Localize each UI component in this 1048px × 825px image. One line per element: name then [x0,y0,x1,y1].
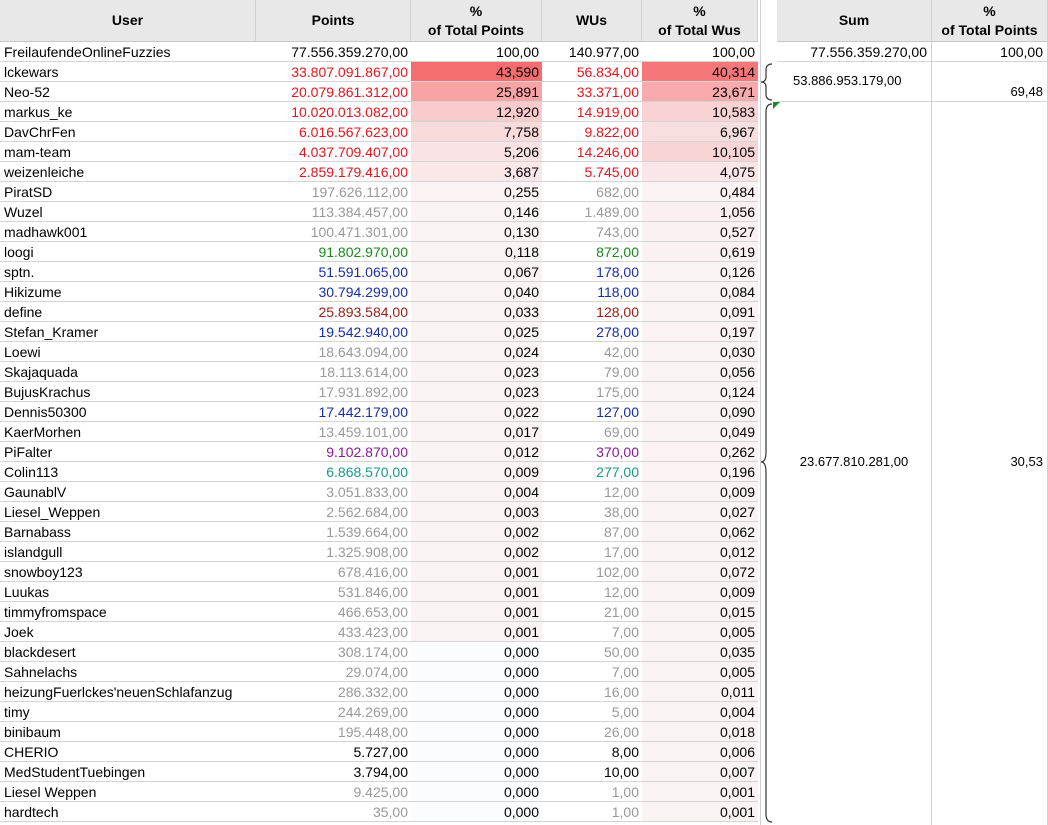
table-row [0,722,760,742]
cell-points[interactable]: 30.794.299,00 [256,282,411,302]
cell-pct-wus[interactable]: 0,072 [642,562,758,582]
cell-points[interactable]: 29.074,00 [256,662,411,682]
cell-points[interactable]: 3.794,00 [256,762,411,782]
table-row [0,302,760,322]
cell-points[interactable]: 100.471.301,00 [256,222,411,242]
cell-pct-wus[interactable]: 0,035 [642,642,758,662]
cell-points[interactable]: 17.442.179,00 [256,402,411,422]
cell-user[interactable]: loogi [0,242,256,262]
table-row [0,782,760,802]
cell-points[interactable]: 6.016.567.623,00 [256,122,411,142]
cell-points[interactable]: 113.384.457,00 [256,202,411,222]
cell-points[interactable]: 2.562.684,00 [256,502,411,522]
cell-user[interactable]: snowboy123 [0,562,256,582]
cell-pct-points[interactable]: 0,118 [411,242,542,262]
cell-pct-points[interactable]: 0,000 [411,762,542,782]
cell-pct-wus[interactable]: 0,196 [642,462,758,482]
cell-pct-wus[interactable]: 0,004 [642,702,758,722]
cell-wus[interactable]: 87,00 [542,522,642,542]
cell-points[interactable]: 531.846,00 [256,582,411,602]
table-row [0,602,760,622]
header-points[interactable] [256,0,411,42]
header-pct-points-line2: of Total Points [427,21,525,38]
cell-pct-wus[interactable]: 0,049 [642,422,758,442]
table-row [0,562,760,582]
cell-pct-points[interactable]: 0,004 [411,482,542,502]
summary-group2-sum-cell[interactable] [777,102,932,825]
cell-user[interactable]: Loewi [0,342,256,362]
cell-pct-points[interactable]: 0,022 [411,402,542,422]
cell-pct-points[interactable]: 100,00 [411,42,542,62]
header-sum-pct-line2: of Total Points [941,21,1038,38]
cell-user[interactable]: heizungFuerlckes'neuenSchlafanzug [0,682,256,702]
cell-user[interactable]: Sahnelachs [0,662,256,682]
cell-pct-points[interactable]: 25,891 [411,82,542,102]
cell-wus[interactable]: 682,00 [542,182,642,202]
cell-user[interactable]: DavChrFen [0,122,256,142]
cell-pct-points[interactable]: 0,000 [411,642,542,662]
cell-pct-points[interactable]: 0,067 [411,262,542,282]
cell-wus[interactable]: 140.977,00 [542,42,642,62]
cell-pct-points[interactable]: 0,001 [411,602,542,622]
cell-pct-wus[interactable]: 10,583 [642,102,758,122]
cell-pct-wus[interactable]: 0,124 [642,382,758,402]
cell-comment-marker-icon [773,102,781,110]
cell-wus[interactable]: 56.834,00 [542,62,642,82]
table-row [0,542,760,562]
cell-pct-points[interactable]: 0,000 [411,662,542,682]
cell-pct-wus[interactable]: 0,009 [642,582,758,602]
cell-pct-wus[interactable]: 1,056 [642,202,758,222]
cell-points[interactable]: 5.727,00 [256,742,411,762]
cell-wus[interactable]: 7,00 [542,662,642,682]
summary-group2-sum: 23.677.810.281,00 [799,454,909,469]
cell-user[interactable]: blackdesert [0,642,256,662]
summary-group1-pct: 69,48 [1010,84,1043,99]
summary-group1-pct-cell[interactable] [932,62,1048,102]
cell-pct-points[interactable]: 0,000 [411,802,542,822]
cell-user[interactable]: BujusKrachus [0,382,256,402]
cell-pct-wus[interactable]: 0,484 [642,182,758,202]
cell-user[interactable]: Liesel_Weppen [0,502,256,522]
header-sum[interactable] [777,0,932,42]
cell-user[interactable]: PiratSD [0,182,256,202]
summary-group2-pct: 30,53 [1010,454,1043,469]
cell-wus[interactable]: 178,00 [542,262,642,282]
cell-user[interactable]: timmyfromspace [0,602,256,622]
cell-wus[interactable]: 69,00 [542,422,642,442]
summary-total-pct-cell[interactable] [932,42,1048,62]
cell-pct-wus[interactable]: 40,314 [642,62,758,82]
cell-wus[interactable]: 118,00 [542,282,642,302]
cell-pct-points[interactable]: 0,001 [411,582,542,602]
cell-pct-wus[interactable]: 0,001 [642,782,758,802]
table-row [0,102,760,122]
cell-user[interactable]: madhawk001 [0,222,256,242]
cell-user[interactable]: Hikizume [0,282,256,302]
cell-pct-points[interactable]: 0,000 [411,722,542,742]
cell-pct-wus[interactable]: 0,009 [642,482,758,502]
cell-points[interactable]: 466.653,00 [256,602,411,622]
table-row [0,122,760,142]
cell-pct-points[interactable]: 0,033 [411,302,542,322]
header-pct-wus-line1: % [693,2,706,19]
table-row [0,182,760,202]
cell-wus[interactable]: 79,00 [542,362,642,382]
cell-pct-wus[interactable]: 0,091 [642,302,758,322]
cell-pct-points[interactable]: 0,003 [411,502,542,522]
header-sum-label: Sum [838,12,870,28]
table-row [0,422,760,442]
cell-points[interactable]: 25.893.584,00 [256,302,411,322]
table-row [0,82,760,102]
cell-wus[interactable]: 26,00 [542,722,642,742]
table-row [0,442,760,462]
cell-wus[interactable]: 1,00 [542,802,642,822]
table-row [0,622,760,642]
cell-user[interactable]: Skajaquada [0,362,256,382]
cell-pct-wus[interactable]: 0,005 [642,622,758,642]
header-pct-points[interactable] [411,0,542,42]
cell-user[interactable]: weizenleiche [0,162,256,182]
cell-wus[interactable]: 102,00 [542,562,642,582]
cell-pct-wus[interactable]: 0,090 [642,402,758,422]
table-row [0,262,760,282]
cell-pct-points[interactable]: 0,130 [411,222,542,242]
cell-points[interactable]: 2.859.179.416,00 [256,162,411,182]
header-wus[interactable] [542,0,642,42]
cell-user[interactable]: markus_ke [0,102,256,122]
cell-points[interactable]: 244.269,00 [256,702,411,722]
cell-points[interactable]: 195.448,00 [256,722,411,742]
table-row [0,382,760,402]
cell-user[interactable]: islandgull [0,542,256,562]
cell-wus[interactable]: 38,00 [542,502,642,522]
header-pct-points-line1: % [469,2,483,19]
cell-pct-wus[interactable]: 0,005 [642,662,758,682]
cell-pct-wus[interactable]: 0,084 [642,282,758,302]
cell-wus[interactable]: 12,00 [542,582,642,602]
table-row [0,202,760,222]
cell-pct-points[interactable]: 0,040 [411,282,542,302]
cell-wus[interactable]: 743,00 [542,222,642,242]
cell-wus[interactable]: 872,00 [542,242,642,262]
cell-user[interactable]: Neo-52 [0,82,256,102]
header-sum-pct-line1: % [983,2,996,19]
table-row [0,282,760,302]
summary-total-sum-cell[interactable] [777,42,932,62]
table-row [0,322,760,342]
cell-points[interactable]: 18.643.094,00 [256,342,411,362]
table-row [0,462,760,482]
table-row [0,402,760,422]
cell-pct-wus[interactable]: 10,105 [642,142,758,162]
cell-user[interactable]: binibaum [0,722,256,742]
cell-pct-wus[interactable]: 0,007 [642,762,758,782]
cell-points[interactable]: 678.416,00 [256,562,411,582]
cell-pct-wus[interactable]: 0,030 [642,342,758,362]
cell-pct-wus[interactable]: 0,011 [642,682,758,702]
cell-pct-points[interactable]: 0,255 [411,182,542,202]
table-row [0,742,760,762]
cell-user[interactable]: Stefan_Kramer [0,322,256,342]
cell-pct-points[interactable]: 0,009 [411,462,542,482]
header-wus-label: WUs [575,12,608,28]
cell-pct-points[interactable]: 0,001 [411,562,542,582]
cell-wus[interactable]: 127,00 [542,402,642,422]
table-row [0,142,760,162]
cell-user[interactable]: timy [0,702,256,722]
cell-pct-wus[interactable]: 0,056 [642,362,758,382]
cell-wus[interactable]: 128,00 [542,302,642,322]
table-row [0,642,760,662]
cell-points[interactable]: 10.020.013.082,00 [256,102,411,122]
curly-brace-group1-icon [758,62,778,102]
table-row [0,682,760,702]
header-pct-wus[interactable] [642,0,758,42]
cell-wus[interactable]: 175,00 [542,382,642,402]
table-row [0,502,760,522]
summary-group2-pct-cell[interactable] [932,102,1048,825]
cell-points[interactable]: 33.807.091.867,00 [256,62,411,82]
cell-pct-wus[interactable]: 4,075 [642,162,758,182]
header-sum-pct[interactable] [932,0,1048,42]
table-row [0,582,760,602]
cell-pct-points[interactable]: 0,024 [411,342,542,362]
cell-wus[interactable]: 17,00 [542,542,642,562]
cell-user[interactable]: Colin113 [0,462,256,482]
cell-wus[interactable]: 1.489,00 [542,202,642,222]
summary-total-sum: 77.556.359.270,00 [810,44,927,60]
cell-user[interactable]: lckewars [0,62,256,82]
cell-pct-points[interactable]: 0,023 [411,382,542,402]
cell-points[interactable]: 17.931.892,00 [256,382,411,402]
table-row [0,362,760,382]
cell-points[interactable]: 433.423,00 [256,622,411,642]
cell-wus[interactable]: 370,00 [542,442,642,462]
cell-pct-wus[interactable]: 0,062 [642,522,758,542]
table-row [0,62,760,82]
cell-points[interactable]: 197.626.112,00 [256,182,411,202]
cell-points[interactable]: 35,00 [256,802,411,822]
cell-points[interactable]: 9.102.870,00 [256,442,411,462]
table-row [0,702,760,722]
cell-points[interactable]: 308.174,00 [256,642,411,662]
cell-wus[interactable]: 9.822,00 [542,122,642,142]
cell-pct-points[interactable]: 43,590 [411,62,542,82]
cell-pct-wus[interactable]: 0,012 [642,542,758,562]
cell-points[interactable]: 77.556.359.270,00 [256,42,411,62]
cell-pct-points[interactable]: 0,001 [411,622,542,642]
summary-total-pct: 100,00 [1000,44,1043,60]
cell-wus[interactable]: 10,00 [542,762,642,782]
cell-wus[interactable]: 21,00 [542,602,642,622]
table-row [0,762,760,782]
cell-pct-wus[interactable]: 0,527 [642,222,758,242]
cell-user[interactable]: GaunablV [0,482,256,502]
cell-points[interactable]: 286.332,00 [256,682,411,702]
cell-user[interactable]: Luukas [0,582,256,602]
cell-user[interactable]: PiFalter [0,442,256,462]
cell-pct-points[interactable]: 0,000 [411,682,542,702]
table-row [0,42,760,62]
cell-wus[interactable]: 12,00 [542,482,642,502]
cell-pct-wus[interactable]: 0,619 [642,242,758,262]
cell-points[interactable]: 20.079.861.312,00 [256,82,411,102]
table-row [0,222,760,242]
cell-points[interactable]: 18.113.614,00 [256,362,411,382]
cell-wus[interactable]: 5,00 [542,702,642,722]
cell-user[interactable]: KaerMorhen [0,422,256,442]
cell-pct-points[interactable]: 7,758 [411,122,542,142]
header-user-label: User [111,12,144,28]
cell-user[interactable]: Barnabass [0,522,256,542]
cell-pct-points[interactable]: 0,000 [411,742,542,762]
cell-pct-points[interactable]: 0,023 [411,362,542,382]
cell-points[interactable]: 13.459.101,00 [256,422,411,442]
cell-pct-points[interactable]: 3,687 [411,162,542,182]
cell-wus[interactable]: 5.745,00 [542,162,642,182]
cell-wus[interactable]: 33.371,00 [542,82,642,102]
curly-brace-group2-icon [758,102,778,824]
cell-pct-wus[interactable]: 0,126 [642,262,758,282]
cell-pct-points[interactable]: 0,012 [411,442,542,462]
cell-user[interactable]: Dennis50300 [0,402,256,422]
cell-pct-wus[interactable]: 0,197 [642,322,758,342]
cell-user[interactable]: sptn. [0,262,256,282]
table-row [0,482,760,502]
cell-wus[interactable]: 277,00 [542,462,642,482]
cell-points[interactable]: 3.051.833,00 [256,482,411,502]
cell-wus[interactable]: 42,00 [542,342,642,362]
table-row [0,162,760,182]
cell-user[interactable]: FreilaufendeOnlineFuzzies [0,42,256,62]
cell-pct-points[interactable]: 0,017 [411,422,542,442]
cell-wus[interactable]: 1,00 [542,782,642,802]
cell-wus[interactable]: 14.919,00 [542,102,642,122]
cell-points[interactable]: 9.425,00 [256,782,411,802]
header-user[interactable] [0,0,256,42]
cell-points[interactable]: 91.802.970,00 [256,242,411,262]
cell-user[interactable]: hardtech [0,802,256,822]
cell-pct-points[interactable]: 0,025 [411,322,542,342]
summary-group1-sum-cell[interactable] [777,62,932,102]
cell-points[interactable]: 51.591.065,00 [256,262,411,282]
cell-pct-wus[interactable]: 0,006 [642,742,758,762]
cell-user[interactable]: mam-team [0,142,256,162]
cell-pct-points[interactable]: 12,920 [411,102,542,122]
table-row [0,522,760,542]
cell-user[interactable]: define [0,302,256,322]
cell-wus[interactable]: 278,00 [542,322,642,342]
cell-points[interactable]: 19.542.940,00 [256,322,411,342]
table-row [0,342,760,362]
cell-wus[interactable]: 16,00 [542,682,642,702]
cell-pct-points[interactable]: 0,002 [411,522,542,542]
cell-pct-wus[interactable]: 0,262 [642,442,758,462]
cell-pct-wus[interactable]: 6,967 [642,122,758,142]
cell-pct-wus[interactable]: 0,027 [642,502,758,522]
cell-user[interactable]: MedStudentTuebingen [0,762,256,782]
cell-points[interactable]: 1.325.908,00 [256,542,411,562]
cell-wus[interactable]: 7,00 [542,622,642,642]
cell-points[interactable]: 6.868.570,00 [256,462,411,482]
cell-user[interactable]: Wuzel [0,202,256,222]
cell-user[interactable]: Joek [0,622,256,642]
header-pct-wus-line2: of Total Wus [658,21,741,38]
cell-pct-wus[interactable]: 0,018 [642,722,758,742]
cell-pct-wus[interactable]: 0,001 [642,802,758,822]
cell-pct-wus[interactable]: 100,00 [642,42,758,62]
summary-group1-sum: 53.886.953.179,00 [793,73,902,88]
table-row [0,242,760,262]
cell-wus[interactable]: 8,00 [542,742,642,762]
cell-wus[interactable]: 50,00 [542,642,642,662]
cell-points[interactable]: 4.037.709.407,00 [256,142,411,162]
table-row [0,802,760,822]
table-row [0,662,760,682]
cell-user[interactable]: Liesel Weppen [0,782,256,802]
cell-pct-wus[interactable]: 0,015 [642,602,758,622]
cell-user[interactable]: CHERIO [0,742,256,762]
cell-pct-points[interactable]: 0,002 [411,542,542,562]
cell-pct-wus[interactable]: 23,671 [642,82,758,102]
cell-pct-points[interactable]: 0,146 [411,202,542,222]
cell-points[interactable]: 1.539.664,00 [256,522,411,542]
cell-pct-points[interactable]: 0,000 [411,782,542,802]
cell-pct-points[interactable]: 0,000 [411,702,542,722]
cell-pct-points[interactable]: 5,206 [411,142,542,162]
header-points-label: Points [311,12,355,28]
cell-wus[interactable]: 14.246,00 [542,142,642,162]
